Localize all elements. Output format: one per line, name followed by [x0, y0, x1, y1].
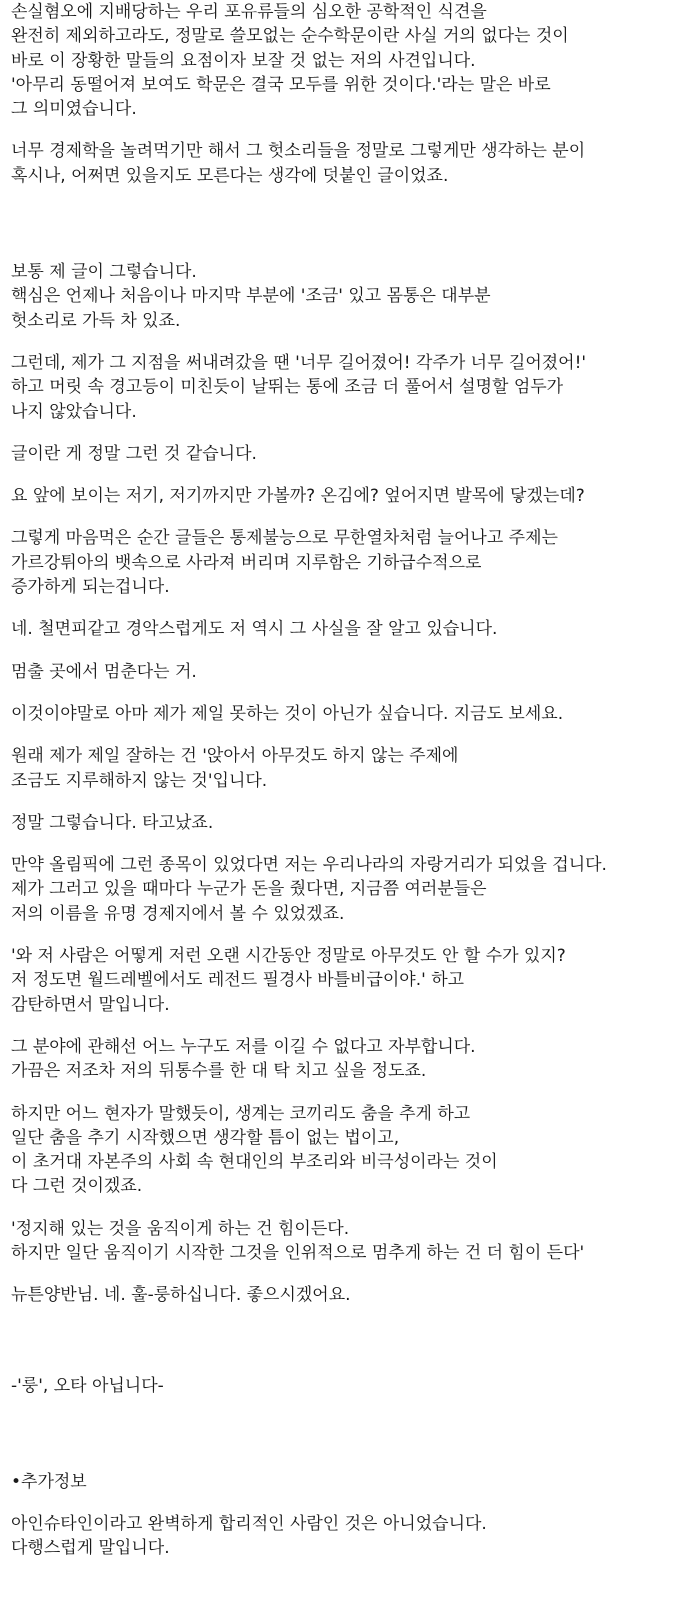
text-line: 뉴튼양반님. 네. 훌-룽하십니다. 좋으시겠어요. — [11, 1285, 351, 1306]
spacer — [11, 1416, 683, 1470]
spacer — [11, 206, 683, 260]
text-line: 바로 이 장황한 말들의 요점이자 보잘 것 없는 저의 사견입니다. — [11, 50, 476, 71]
paragraph — [11, 617, 683, 641]
paragraph — [11, 139, 683, 188]
text-line: 헛소리로 가득 차 있죠. — [11, 310, 181, 331]
text-line: 하고 머릿 속 경고등이 미친듯이 날뛰는 통에 조금 더 풀어서 설명할 엄두가 — [11, 377, 564, 398]
paragraph — [11, 1512, 683, 1561]
text-line: 네. 철면피같고 경악스럽게도 저 역시 그 사실을 잘 알고 있습니다. — [11, 619, 498, 640]
text-line: 나지 않았습니다. — [11, 401, 137, 422]
text-line: '와 저 사람은 어떻게 저런 오랜 시간동안 정말로 아무것도 안 할 수가 있지? — [11, 946, 566, 967]
paragraph — [11, 744, 683, 793]
paragraph — [11, 811, 683, 835]
text-line: 가끔은 저조차 저의 뒤통수를 한 대 탁 치고 싶을 정도죠. — [11, 1061, 427, 1082]
paragraph-note — [11, 1374, 683, 1398]
text-line: 제가 그러고 있을 때마다 누군가 돈을 줬다면, 지금쯤 여러분들은 — [11, 879, 487, 900]
text-line: 이 초거대 자본주의 사회 속 현대인의 부조리와 비극성이라는 것이 — [11, 1152, 498, 1173]
paragraph — [11, 660, 683, 684]
text-line: 만약 올림픽에 그런 종목이 있었다면 저는 우리나라의 자랑거리가 되었을 겁니다. — [11, 855, 607, 876]
section-heading-additional-info — [11, 1470, 683, 1494]
paragraph — [11, 1035, 683, 1084]
text-line: 그렇게 마음먹은 순간 글들은 통제불능으로 무한열차처럼 늘어나고 주제는 — [11, 528, 558, 549]
text-line: 그런데, 제가 그 지점을 써내려갔을 땐 '너무 길어졌어! 각주가 너무 길어졌어!' — [11, 352, 587, 373]
text-line: 감탄하면서 말입니다. — [11, 994, 170, 1015]
text-line: -'룽', 오타 아닙니다- — [11, 1375, 164, 1396]
text-line: 저의 이름을 유명 경제지에서 볼 수 있었겠죠. — [11, 903, 345, 924]
text-line: 너무 경제학을 놀려먹기만 해서 그 헛소리들을 정말로 그렇게만 생각하는 분이 — [11, 141, 586, 162]
text-line: 하지만 일단 움직이기 시작한 그것을 인위적으로 멈추게 하는 건 더 힘이 든다' — [11, 1242, 585, 1263]
text-line: 그 의미였습니다. — [11, 99, 137, 120]
spacer — [11, 1326, 683, 1374]
text-line: '정지해 있는 것을 움직이게 하는 건 힘이든다. — [11, 1218, 350, 1239]
paragraph — [11, 944, 683, 1017]
paragraph — [11, 442, 683, 466]
text-line: '아무리 동떨어져 보여도 학문은 결국 모두를 위한 것이다.'라는 말은 바로 — [11, 74, 551, 95]
paragraph — [11, 351, 683, 424]
paragraph — [11, 526, 683, 599]
paragraph-summary — [11, 0, 683, 121]
text-line: 다 그런 것이겠죠. — [11, 1176, 143, 1197]
paragraph — [11, 702, 683, 726]
paragraph — [11, 260, 683, 333]
text-line: 가르강튀아의 뱃속으로 사라져 버리며 지루함은 기하급수적으로 — [11, 552, 482, 573]
text-line: 저 정도면 월드레벨에서도 레전드 필경사 바틀비급이야.' 하고 — [11, 970, 465, 991]
paragraph — [11, 1283, 683, 1307]
text-line: 원래 제가 제일 잘하는 건 '앉아서 아무것도 하지 않는 주제에 — [11, 746, 459, 767]
text-line: 핵심은 언제나 처음이나 마지막 부분에 '조금' 있고 몸통은 대부분 — [11, 286, 491, 307]
text-line: 정말 그렇습니다. 타고났죠. — [11, 812, 214, 833]
paragraph — [11, 1102, 683, 1199]
text-line: 글이란 게 정말 그런 것 같습니다. — [11, 443, 257, 464]
paragraph — [11, 853, 683, 926]
text-line: 혹시나, 어쩌면 있을지도 모른다는 생각에 덧붙인 글이었죠. — [11, 165, 449, 186]
text-line: 멈출 곳에서 멈춘다는 거. — [11, 661, 197, 682]
paragraph-quote — [11, 1217, 683, 1266]
paragraph — [11, 484, 683, 508]
text-line: 아인슈타인이라고 완벽하게 합리적인 사람인 것은 아니었습니다. — [11, 1514, 487, 1535]
document-body — [11, 0, 683, 1579]
text-line: 하지만 어느 현자가 말했듯이, 생계는 코끼리도 춤을 추게 하고 — [11, 1103, 471, 1124]
text-line: 요 앞에 보이는 저기, 저기까지만 가볼까? 온김에? 엎어지면 발목에 닿겠는데? — [11, 486, 585, 507]
text-line: 손실혐오에 지배당하는 우리 포유류들의 심오한 공학적인 식견을 — [11, 2, 487, 22]
text-line: 조금도 지루해하지 않는 것'입니다. — [11, 770, 268, 791]
text-line: 이것이야말로 아마 제가 제일 못하는 것이 아닌가 싶습니다. 지금도 보세요. — [11, 703, 564, 724]
text-line: 증가하게 되는겁니다. — [11, 577, 170, 598]
text-line: 다행스럽게 말입니다. — [11, 1538, 170, 1559]
text-line: 일단 춤을 추기 시작했으면 생각할 틈이 없는 법이고, — [11, 1127, 400, 1148]
text-line: 완전히 제외하고라도, 정말로 쓸모없는 순수학문이란 사실 거의 없다는 것이 — [11, 26, 569, 47]
text-line: •추가정보 — [11, 1471, 87, 1492]
text-line: 보통 제 글이 그렇습니다. — [11, 262, 197, 283]
text-line: 그 분야에 관해선 어느 누구도 저를 이길 수 없다고 자부합니다. — [11, 1036, 476, 1057]
